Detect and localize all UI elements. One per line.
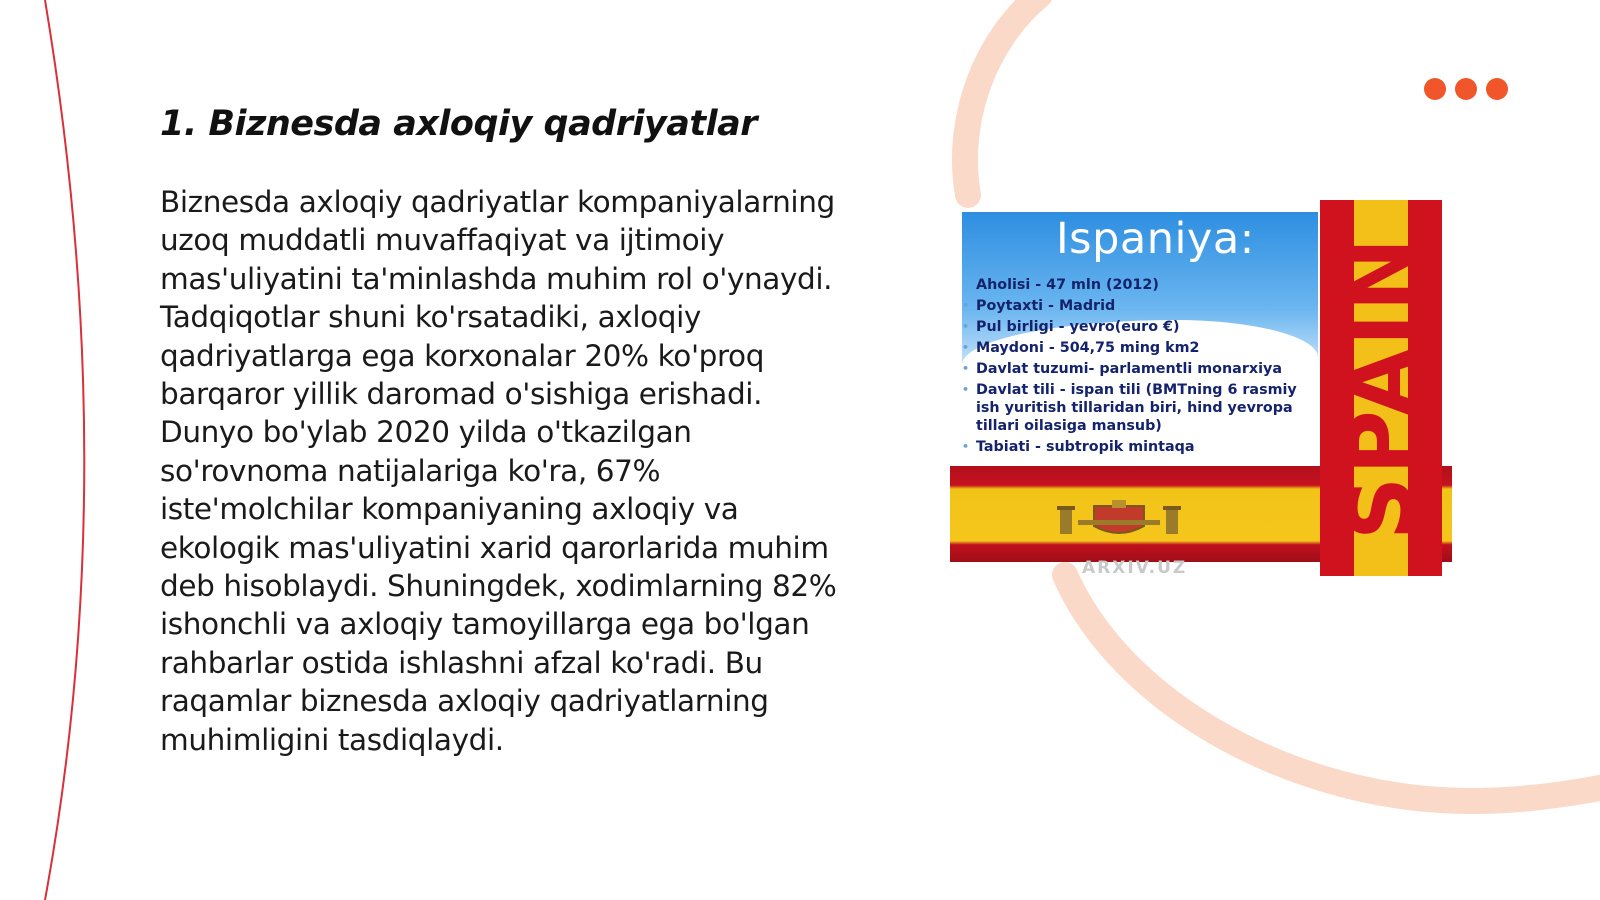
spain-info-image xyxy=(950,200,1452,576)
body-paragraph: Biznesda axloqiy qadriyatlar kompaniyalarning uzoq muddatli muvaffaqiyat va ijtimoiy mas'uliyatini ta'minlashda muhim rol o'ynaydi. Tadqiqotlar shuni ko'rsatadiki, axloqiy qadriyatlarga ega korxonalar 20% ko'proq barqaror yillik daromad o'sishiga erishadi. Dunyo bo'ylab 2020 yilda o'tkazilgan so'rovnoma natijalariga ko'ra, 67% iste'molchilar kompaniyaning axloqiy va ekologik mas'uliyatini xarid qarorlarida muhim deb hisoblaydi. Shuningdek, xodimlarning 82% ishonchli va axloqiy tamoyillarga ega bo'lgan rahbarlar ostida ishlashni afzal ko'radi. Bu raqamlar biznesda axloqiy qadriyatlarning muhimligini tasdiqlaydi. xyxy=(160,185,837,757)
facts-list xyxy=(976,276,1321,459)
dot-icon xyxy=(1424,78,1446,100)
image-heading: Ispaniya: xyxy=(1056,214,1255,264)
accent-arc-top xyxy=(965,0,1040,195)
fact-item: • Poytaxti - Madrid xyxy=(976,297,1321,315)
fact-item: • Tabiati - subtropik mintaqa xyxy=(976,438,1321,456)
fact-item: • Davlat tuzumi- parlamentli monarxiya xyxy=(976,360,1321,378)
fact-item: • Maydoni - 504,75 ming km2 xyxy=(976,339,1321,357)
fact-item: • Davlat tili - ispan tili (BMTning 6 rasmiy ish yuritish tillaridan biri, hind yevropa tillari oilasiga mansub) xyxy=(976,381,1321,435)
spain-banner-word: SPAIN xyxy=(1329,235,1433,541)
dot-icon xyxy=(1486,78,1508,100)
watermark-text: ARXIV.UZ xyxy=(1082,558,1188,578)
fact-item: Aholisi - 47 mln (2012) xyxy=(976,277,1159,293)
dot-icon xyxy=(1455,78,1477,100)
left-curve-line xyxy=(45,0,84,900)
coat-of-arms-icon xyxy=(1054,498,1184,538)
ellipsis-dots-icon xyxy=(1424,78,1508,100)
page-title: 1. Biznesda axloqiy qadriyatlar xyxy=(160,104,758,144)
accent-arc-bottom xyxy=(1065,575,1600,801)
fact-item: • Pul birligi - yevro(euro €) xyxy=(976,318,1321,336)
